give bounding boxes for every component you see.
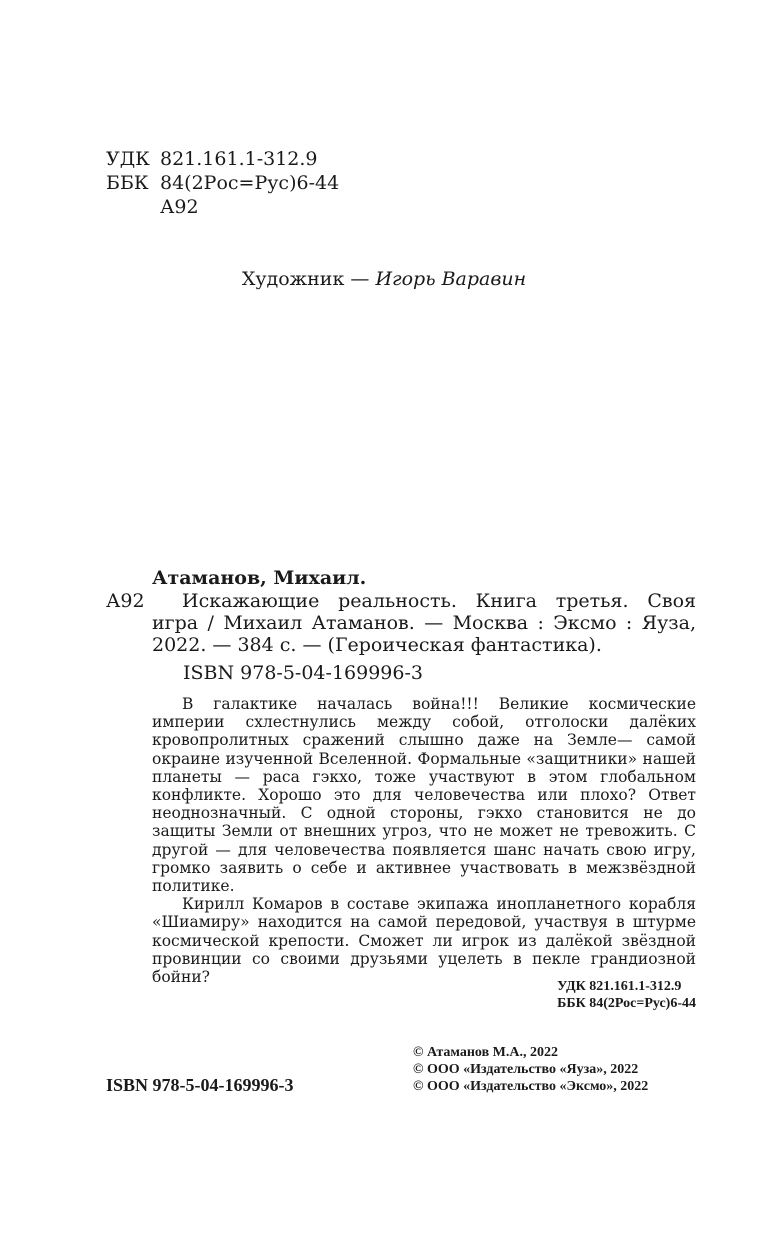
udk-value: 821.161.1-312.9	[160, 148, 318, 170]
copyright-line: © ООО «Издательство «Яуза», 2022	[413, 1062, 639, 1077]
artist-label: Художник —	[241, 268, 370, 290]
author-mark: А92	[160, 196, 199, 218]
footer-udk: УДК 821.161.1-312.9	[557, 979, 682, 994]
bib-title	[152, 590, 696, 656]
udk-label: УДК	[106, 148, 150, 170]
bib-isbn: ISBN 978-5-04-169996-3	[183, 662, 423, 684]
copyright-block	[413, 1044, 648, 1095]
bbk-label: ББК	[106, 172, 149, 194]
annotation	[152, 695, 696, 986]
bib-author-mark: А92	[106, 590, 145, 612]
annotation-paragraph-2: Кирилл Комаров в составе экипажа инопланетного корабля «Шиамиру» находится на самой передовой, участвуя в штурме космической крепости. Сможет ли игрок из далёкой звёздной провинции со своими друзьями уцелеть в пекле грандиозной бойни?	[152, 895, 696, 987]
bib-author: Атаманов, Михаил.	[152, 567, 367, 589]
bbk-value: 84(2Рос=Рус)6-44	[160, 172, 340, 194]
footer-isbn: ISBN 978-5-04-169996-3	[106, 1075, 294, 1095]
footer-classification	[557, 978, 696, 1012]
footer-bbk: ББК 84(2Рос=Рус)6-44	[557, 996, 696, 1011]
copyright-line: © ООО «Издательство «Эксмо», 2022	[413, 1079, 649, 1094]
annotation-paragraph-1: В галактике началась война!!! Великие космические империи схлестнулись между собой, отголоски далёких кровопролитных сражений слышно даже на Земле— самой окраине изученной Вселенной. Формальные «защитники» нашей планеты — раса гэкхо, тоже участвуют в этом глобальном конфликте. Хорошо это для человечества или плохо? Ответ неоднозначный. С одной стороны, гэкхо становится не до защиты Земли от внешних угроз, что не может не тревожить. С другой — для человечества появляется шанс начать свою игру, громко заявить о себе и активнее участвовать в межзвёздной политике.	[152, 695, 696, 896]
bib-title-text: Искажающие реальность. Книга третья. Своя игра / Михаил Атаманов. — Москва : Эксмо : Яуза, 2022. — 384 с. — (Героическая фантастика).	[152, 590, 696, 656]
copyright-line: © Атаманов М.А., 2022	[413, 1045, 558, 1060]
bbk-row	[106, 171, 339, 195]
artist-credit	[0, 268, 768, 290]
classification-block	[106, 147, 339, 219]
author-mark-row	[106, 195, 339, 219]
udk-row	[106, 147, 339, 171]
artist-name: Игорь Варавин	[375, 268, 527, 290]
